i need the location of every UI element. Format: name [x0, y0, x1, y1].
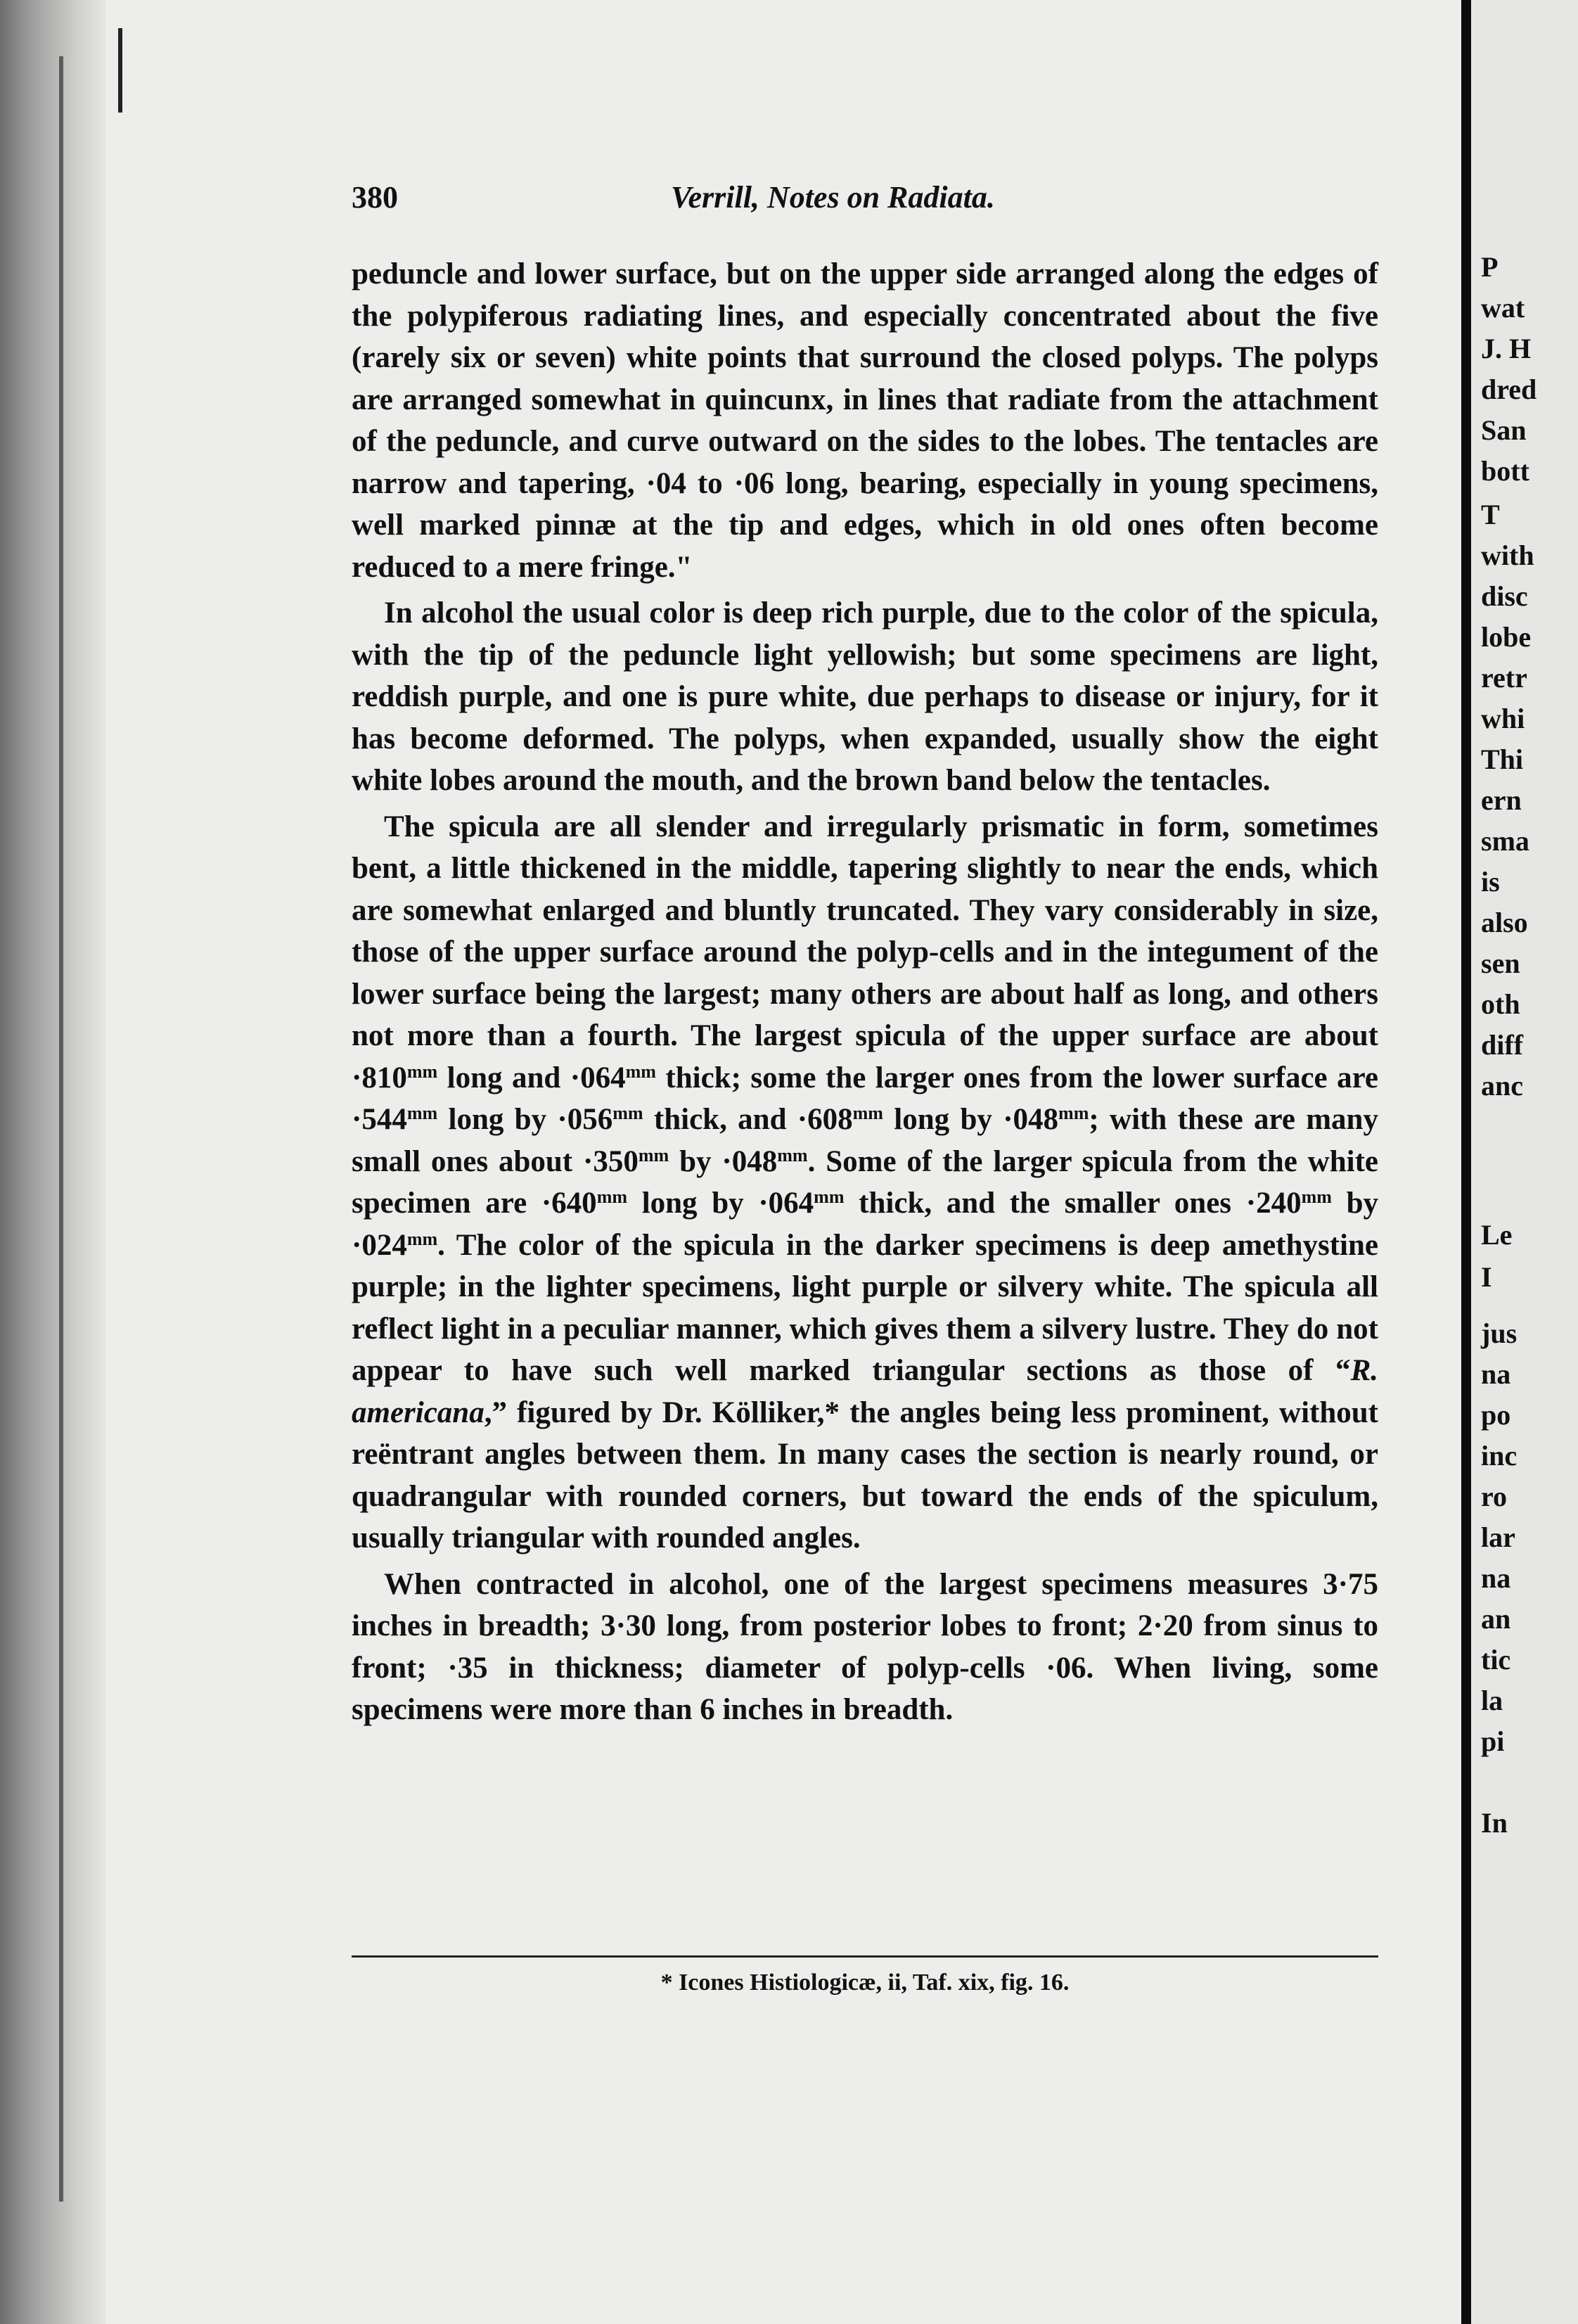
right-page-fragment: anc [1481, 1070, 1523, 1102]
right-page-fragment: disc [1481, 580, 1528, 612]
page-number: 380 [352, 180, 398, 215]
right-page-fragment: tic [1481, 1644, 1511, 1675]
right-page-fragment: sma [1481, 825, 1529, 857]
right-page-fragment: In [1481, 1807, 1508, 1839]
right-page-fragment: diff [1481, 1029, 1523, 1061]
margin-mark [118, 28, 122, 113]
right-page-fragment: wat [1481, 292, 1525, 324]
right-page-edge [1471, 0, 1578, 2324]
right-page-fragment: ro [1481, 1481, 1508, 1512]
right-page-fragment: whi [1481, 703, 1525, 734]
right-page-fragment: retr [1481, 662, 1527, 694]
right-page-fragment: po [1481, 1399, 1511, 1431]
right-page-fragment: inc [1481, 1440, 1518, 1471]
body-text [352, 253, 1378, 1735]
paragraph-1: peduncle and lower surface, but on the upper side arranged along the edges of the polypiferous radiating lines, and especially concentrated about the five (rarely six or seven) white points that surround the closed polyps. The polyps are arranged somewhat in quincunx, in lines that radiate from the attachment of the peduncle, and curve outward on the sides to the lobes. The tentacles are narrow and tapering, ·04 to ·06 long, bearing, especially in young specimens, well marked pinnæ at the tip and edges, which in old ones often become reduced to a mere fringe." [352, 257, 1378, 584]
right-page-fragment: dred [1481, 374, 1537, 405]
right-page-fragment: na [1481, 1562, 1511, 1594]
right-page-fragment: lar [1481, 1521, 1515, 1553]
paragraph-3: The spicula are all slender and irregularly prismatic in form, sometimes bent, a little thickened in the middle, tapering slightly to near the ends, which are somewhat enlarged and bluntly truncated. They vary considerably in size, those of the upper surface around the polyp-cells and in the integument of the lower surface being the largest; many others are about half as long, and others not more than a fourth. The largest spicula of the upper surface are about $\cdot 810^{mm}$ long and $\cdot 064^{mm}$ thick; some the larger ones from the lower surface are $\cdot 544^{mm}$ long by $\cdot 056^{mm}$ thick, and $\cdot 608^{mm}$ long by $\cdot 048^{mm}$; with these are many small ones about $\cdot 350^{mm}$ by $\cdot 048^{mm}$. Some of the larger spicula from the white specimen are $\cdot 640^{mm}$ long by $\cdot 064^{mm}$ thick, and the smaller ones $\cdot 240^{mm}$ by $\cdot 024^{mm}$. The color of the spicula in the darker specimens is deep amethystine purple; in the lighter specimens, light purple or silvery white. The spicula all reflect light in a peculiar manner, which gives them a silvery lustre. They do not appear to have such well marked triangular sections as those of “R. americana,” figured by Dr. Kölliker,* the angles being less prominent, without reëntrant angles between them. In many cases the section is nearly round, or quadrangular with rounded corners, but toward the ends of the spiculum, usually triangular with rounded angles. [352, 810, 1378, 1554]
binding-shadow [0, 0, 105, 2324]
right-page-fragment: T [1481, 499, 1500, 530]
right-page-fragment: Thi [1481, 743, 1524, 775]
right-page-fragment: lobe [1481, 621, 1532, 653]
right-page-fragment: na [1481, 1358, 1511, 1390]
right-page-fragment: San [1481, 414, 1527, 446]
right-page-fragment: with [1481, 540, 1534, 571]
footnote: * Icones Histiologicæ, ii, Taf. xix, fig. 16. [660, 1969, 1070, 1996]
right-page-fragment: an [1481, 1603, 1511, 1635]
running-head [352, 179, 1378, 222]
right-page-fragment: I [1481, 1261, 1492, 1293]
footnote-rule [352, 1955, 1378, 1958]
header-title: Verrill, Notes on Radiata. [671, 180, 995, 215]
page-spine [1461, 0, 1471, 2324]
paragraph-4: When contracted in alcohol, one of the largest specimens measures 3·75 inches in breadth; 3·30 long, from posterior lobes to front; 2·20 from sinus to front; ·35 in thickness; diameter of polyp-cells ·06. When living, some specimens were more than 6 inches in breadth. [352, 1567, 1378, 1726]
right-page-fragment: also [1481, 907, 1528, 938]
right-page-fragment: bott [1481, 455, 1529, 487]
right-page-fragment: ern [1481, 784, 1522, 816]
right-page-fragment: oth [1481, 988, 1520, 1020]
right-page-fragment: is [1481, 866, 1500, 898]
binding-edge-line [59, 56, 63, 2202]
right-page-fragment: sen [1481, 947, 1520, 979]
right-page-fragment: jus [1481, 1317, 1518, 1349]
right-page-fragment: pi [1481, 1725, 1505, 1757]
right-page-fragment: P [1481, 251, 1499, 283]
right-page-fragment: Le [1481, 1219, 1513, 1251]
right-page-fragment: J. H [1481, 333, 1532, 364]
paragraph-2: In alcohol the usual color is deep rich purple, due to the color of the spicula, with the tip of the peduncle light yellowish; but some specimens are light, reddish purple, and one is pure white, due perhaps to disease or injury, for it has become deformed. The polyps, when expanded, usually show the eight white lobes around the mouth, and the brown band below the tentacles. [352, 596, 1378, 797]
right-page-fragment: la [1481, 1685, 1503, 1716]
